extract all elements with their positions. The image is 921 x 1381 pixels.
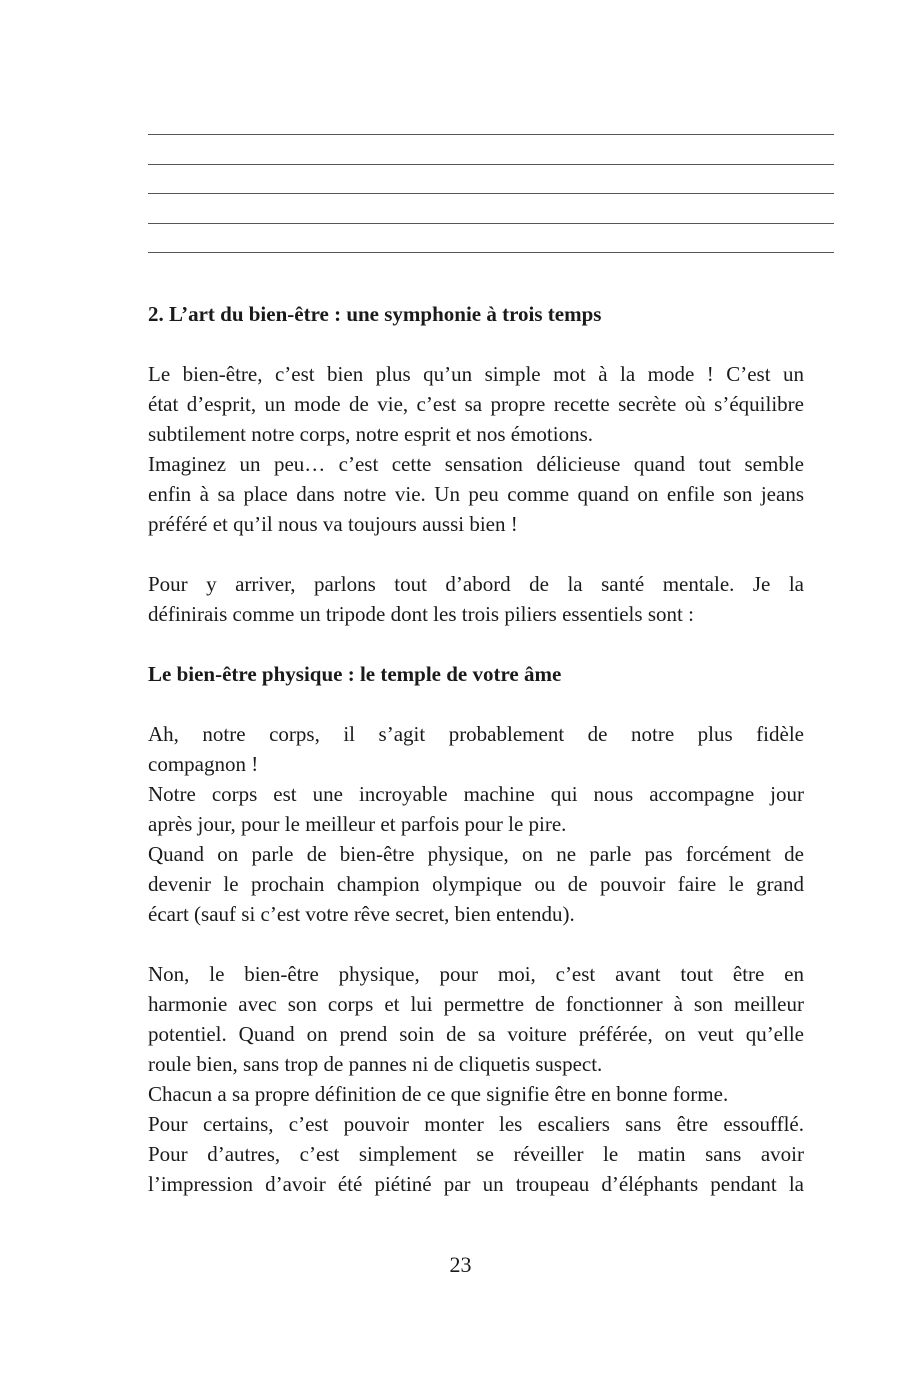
paragraph <box>148 779 804 839</box>
text-line: Le bien-être, c’est bien plus qu’un simple mot à la mode ! C’est un <box>148 362 804 386</box>
paragraph <box>148 449 804 539</box>
text-line: Ah, notre corps, il s’agit probablement de notre plus fidèle <box>148 722 804 746</box>
paragraph <box>148 1109 804 1199</box>
text-line: préféré et qu’il nous va toujours aussi bien ! <box>148 512 518 536</box>
text-line: Imaginez un peu… c’est cette sensation délicieuse quand tout semble <box>148 452 804 476</box>
text-line: enfin à sa place dans notre vie. Un peu comme quand on enfile son jeans <box>148 482 804 506</box>
text-line: devenir le prochain champion olympique ou de pouvoir faire le grand <box>148 872 804 896</box>
text-line: l’impression d’avoir été piétiné par un troupeau d’éléphants pendant la <box>148 1172 804 1196</box>
text-line: Chacun a sa propre définition de ce que signifie être en bonne forme. <box>148 1082 729 1106</box>
writing-line <box>148 252 834 253</box>
text-line: compagnon ! <box>148 752 259 776</box>
text-line: harmonie avec son corps et lui permettre de fonctionner à son meilleur <box>148 992 804 1016</box>
writing-line <box>148 223 834 224</box>
subheading: Le bien-être physique : le temple de votre âme <box>148 662 562 686</box>
paragraph <box>148 569 804 629</box>
text-line: potentiel. Quand on prend soin de sa voiture préférée, on veut qu’elle <box>148 1022 804 1046</box>
text-line: après jour, pour le meilleur et parfois pour le pire. <box>148 812 567 836</box>
text-line: définirais comme un tripode dont les trois piliers essentiels sont : <box>148 602 694 626</box>
paragraph <box>148 719 804 779</box>
text-line: Pour certains, c’est pouvoir monter les escaliers sans être essoufflé. <box>148 1112 804 1136</box>
text-line: écart (sauf si c’est votre rêve secret, bien entendu). <box>148 902 575 926</box>
writing-line <box>148 193 834 194</box>
writing-line <box>148 134 834 135</box>
text-line: état d’esprit, un mode de vie, c’est sa propre recette secrète où s’équilibre <box>148 392 804 416</box>
paragraph <box>148 1079 804 1109</box>
text-line: Notre corps est une incroyable machine qui nous accompagne jour <box>148 782 804 806</box>
section-heading: 2. L’art du bien-être : une symphonie à trois temps <box>148 302 602 326</box>
text-line: roule bien, sans trop de pannes ni de cliquetis suspect. <box>148 1052 603 1076</box>
text-line: Quand on parle de bien-être physique, on ne parle pas forcément de <box>148 842 804 866</box>
text-line: Non, le bien-être physique, pour moi, c’est avant tout être en <box>148 962 804 986</box>
text-line: Pour d’autres, c’est simplement se réveiller le matin sans avoir <box>148 1142 804 1166</box>
paragraph <box>148 959 804 1079</box>
paragraph <box>148 359 804 449</box>
text-line: Pour y arriver, parlons tout d’abord de la santé mentale. Je la <box>148 572 804 596</box>
writing-line <box>148 164 834 165</box>
paragraph <box>148 839 804 929</box>
page-number: 23 <box>449 1252 472 1277</box>
blank-writing-lines <box>148 134 834 282</box>
page-content <box>148 299 804 1199</box>
text-line: subtilement notre corps, notre esprit et nos émotions. <box>148 422 593 446</box>
